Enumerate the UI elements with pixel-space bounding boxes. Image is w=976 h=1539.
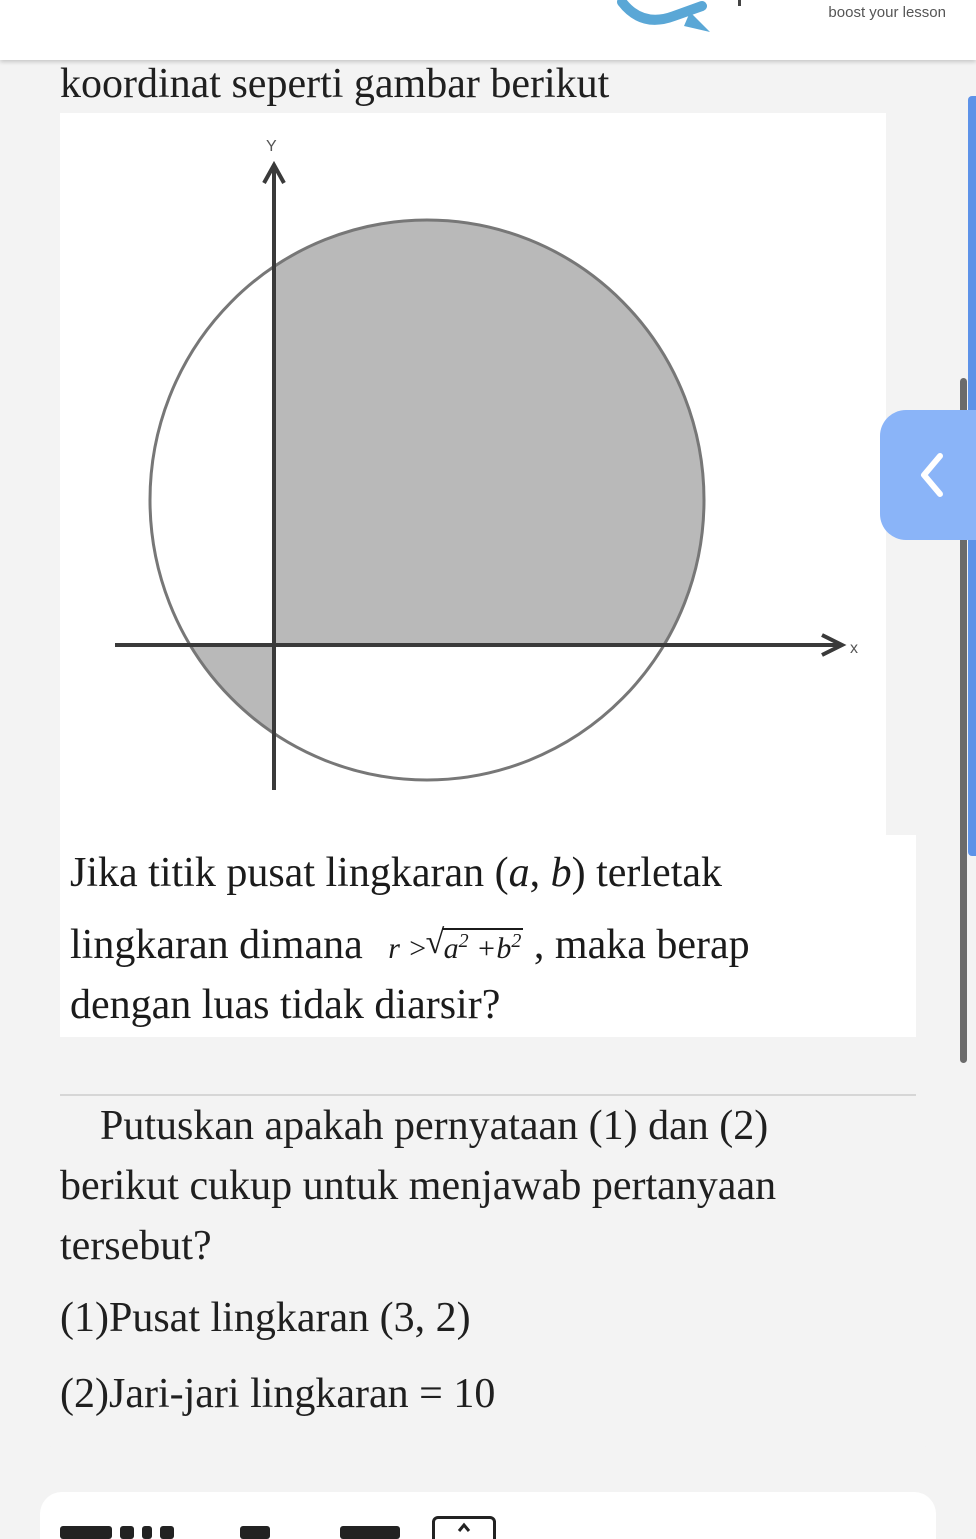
answer-heading-placeholder: [60, 1526, 480, 1539]
coordinate-diagram: [60, 113, 886, 835]
prompt-line-2: berikut cukup untuk menjawab pertanyaan: [60, 1163, 777, 1209]
collapse-button[interactable]: [432, 1516, 496, 1539]
side-panel-toggle[interactable]: [880, 410, 976, 540]
inequality-formula: r >√ $a^2 +b^2$: [373, 928, 523, 966]
section-divider: [60, 1094, 916, 1096]
x-axis-label: x: [850, 640, 858, 657]
question-line-3: dengan luas tidak diarsir?: [70, 982, 501, 1028]
top-bar: [0, 0, 976, 60]
statement-2: (2)Jari-jari lingkaran = 10: [60, 1371, 496, 1417]
statement-1: (1)Pusat lingkaran (3, 2): [60, 1295, 471, 1341]
question-line-1: Jika titik pusat lingkaran (a, b) terletak: [70, 850, 722, 896]
prompt-line-3: tersebut?: [60, 1223, 212, 1269]
chevron-left-icon: [916, 450, 946, 500]
shaded-upper-right-region: [274, 113, 886, 645]
chevron-up-icon: [435, 1519, 493, 1539]
intro-text: koordinat seperti gambar berikut: [60, 61, 610, 107]
prompt-line-1: Putuskan apakah pernyataan (1) dan (2): [100, 1103, 769, 1149]
question-line-2: lingkaran dimana r >√ $a^2 +b^2$ , maka berap: [70, 921, 750, 969]
question-box: [60, 835, 916, 1037]
brand-tagline: boost your lesson: [828, 4, 946, 21]
logo-icon: [612, 0, 752, 36]
circle-figure: [60, 113, 886, 835]
shaded-lower-left-region: [60, 645, 274, 835]
y-axis-label: Y: [266, 138, 277, 155]
